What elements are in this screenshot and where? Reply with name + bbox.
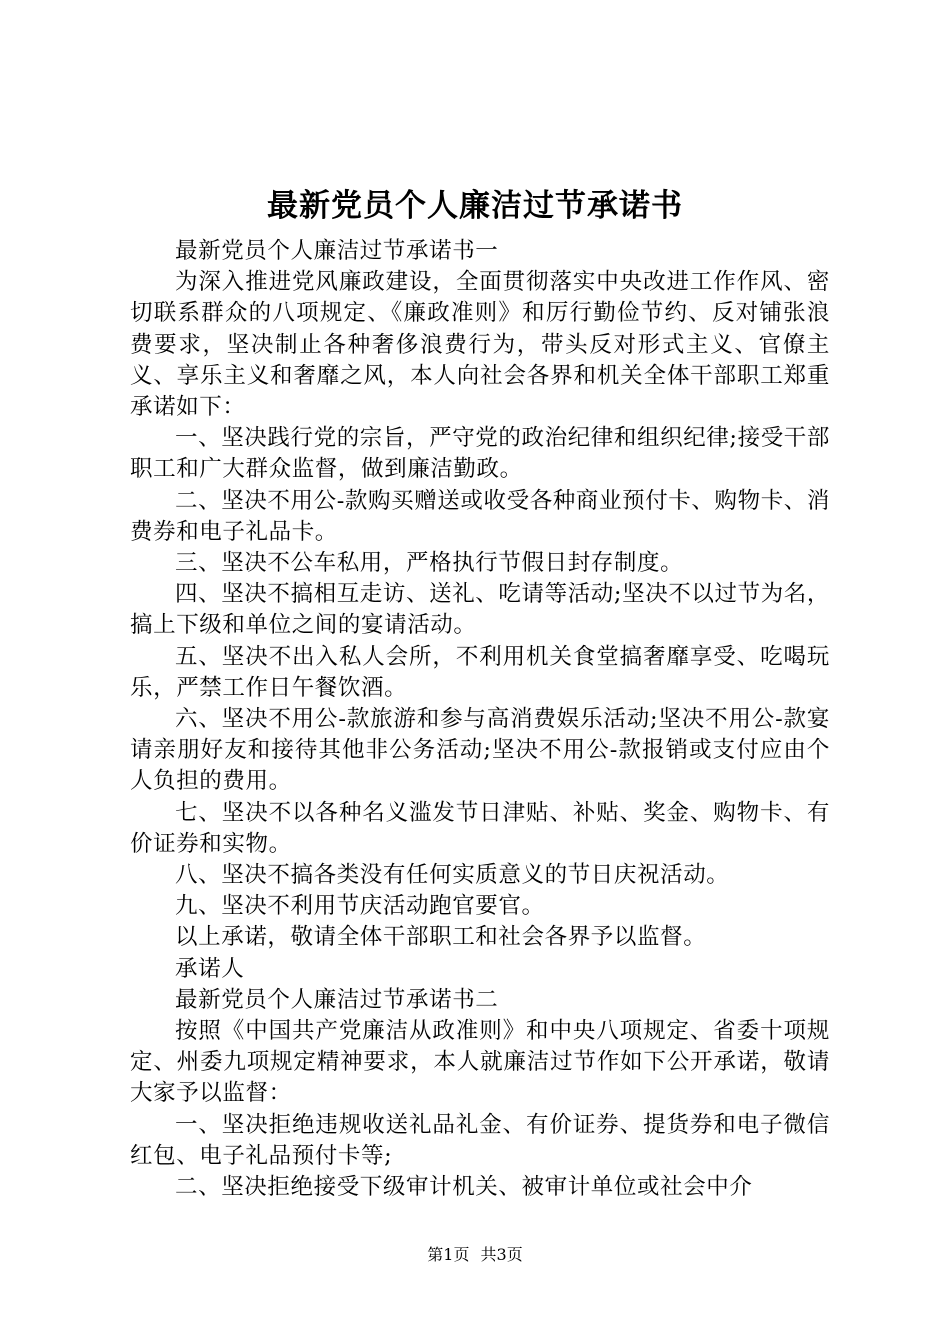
paragraph-heading-2: 最新党员个人廉洁过节承诺书二 xyxy=(175,986,499,1013)
paragraph: 七、坚决不以各种名义滥发节日津贴、补贴、奖金、购物卡、有价证券和实物。 xyxy=(130,799,830,857)
paragraph: 按照《中国共产党廉洁从政准则》和中央八项规定、省委十项规定、州委九项规定精神要求，本人就廉洁过节作如下公开承诺，敬请大家予以监督： xyxy=(130,1018,830,1107)
page-footer xyxy=(0,1244,950,1266)
paragraph: 一、坚决践行党的宗旨，严守党的政治纪律和组织纪律;接受干部职工和广大群众监督，做到廉洁勤政。 xyxy=(130,425,830,483)
page-total: 共3页 xyxy=(480,1245,523,1264)
document-body xyxy=(130,236,830,1203)
paragraph: 一、坚决拒绝违规收送礼品礼金、有价证券、提货券和电子微信红包、电子礼品预付卡等; xyxy=(130,1111,830,1169)
paragraph-heading-1: 最新党员个人廉洁过节承诺书一 xyxy=(175,238,499,264)
page-number: 第1页 xyxy=(427,1245,470,1264)
paragraph: 五、坚决不出入私人会所，不利用机关食堂搞奢靡享受、吃喝玩乐，严禁工作日午餐饮酒。 xyxy=(130,643,830,701)
paragraph: 四、坚决不搞相互走访、送礼、吃请等活动;坚决不以过节为名，搞上下级和单位之间的宴请活动。 xyxy=(130,581,830,639)
paragraph: 六、坚决不用公-款旅游和参与高消费娱乐活动;坚决不用公-款宴请亲朋好友和接待其他非公务活动;坚决不用公-款报销或支付应由个人负担的费用。 xyxy=(130,706,830,795)
paragraph: 为深入推进党风廉政建设，全面贯彻落实中央改进工作作风、密切联系群众的八项规定、《廉政准则》和厉行勤俭节约、反对铺张浪费要求，坚决制止各种奢侈浪费行为，带头反对形式主义、官僚主义、享乐主义和奢靡之风，本人向社会各界和机关全体干部职工郑重承诺如下： xyxy=(130,269,830,421)
paragraph: 九、坚决不利用节庆活动跑官要官。 xyxy=(175,893,545,920)
paragraph: 三、坚决不公车私用，严格执行节假日封存制度。 xyxy=(175,550,684,577)
document-title: 最新党员个人廉洁过节承诺书 xyxy=(267,188,683,224)
paragraph: 二、坚决拒绝接受下级审计机关、被审计单位或社会中介 xyxy=(175,1174,753,1201)
paragraph: 八、坚决不搞各类没有任何实质意义的节日庆祝活动。 xyxy=(175,862,730,889)
signatory-label: 承诺人 xyxy=(175,955,245,982)
paragraph: 以上承诺，敬请全体干部职工和社会各界予以监督。 xyxy=(175,924,707,951)
paragraph: 二、坚决不用公-款购买赠送或收受各种商业预付卡、购物卡、消费券和电子礼品卡。 xyxy=(130,487,831,545)
